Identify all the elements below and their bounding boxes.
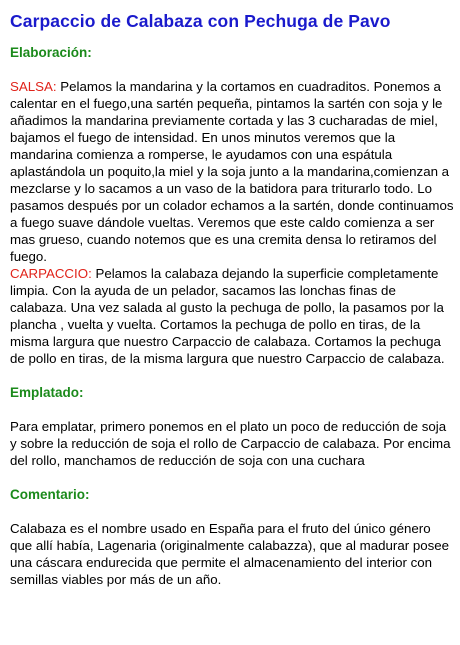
elaboracion-heading: Elaboración:: [10, 45, 92, 60]
emplatado-section: [10, 384, 454, 469]
emplatado-text: Para emplatar, primero ponemos en el plato un poco de reducción de soja y sobre la reducción de soja el rollo de Carpaccio de calabaza. Por encima del rollo, manchamos de reducción de soja con una cuchara: [10, 419, 451, 468]
elaboracion-section: [10, 44, 454, 367]
carpaccio-text: Pelamos la calabaza dejando la superficie completamente limpia. Con la ayuda de un pelador, sacamos las lonchas finas de calabaza. Una vez salada al gusto la pechuga de pollo, la pasamos por la plancha , vuelta y vuelta. Cortamos la pechuga de pollo en tiras, de la misma largura que nuestro Carpaccio de calabaza. Cortamos la pechuga de pollo en tiras, de la misma largura que nuestro Carpaccio de calabaza.: [10, 266, 445, 366]
salsa-label: SALSA:: [10, 79, 57, 94]
carpaccio-label: CARPACCIO:: [10, 266, 92, 281]
comentario-text: Calabaza es el nombre usado en España para el fruto del único género que allí había, Lagenaria (originalmente calabazza), que al madurar posee una cáscara endurecida que permite el almacenamiento del interior con semillas viables por más de un año.: [10, 521, 450, 587]
recipe-title: Carpaccio de Calabaza con Pechuga de Pavo: [10, 11, 391, 31]
comentario-heading: Comentario:: [10, 487, 90, 502]
carpaccio-paragraph: [10, 265, 454, 367]
salsa-text: Pelamos la mandarina y la cortamos en cuadraditos. Ponemos a calentar en el fuego,una sartén pequeña, pintamos la sartén con soja y le añadimos la mandarina previamente cortada y las 3 cucharadas de miel, bajamos el fuego de intensidad. En unos minutos veremos que la mandarina comienza a romperse, le ayudamos con una espátula aplastándola un poquito,la miel y la soja junto a la mandarina,comienzan a mezclarse y lo sacamos a un vaso de la batidora para triturarlo todo. Lo pasamos después por un colador echamos a la sartén, donde continuamos a fuego suave dándole vueltas. Veremos que este caldo comienza a ser mas grueso, cuando notemos que es una cremita densa lo retiramos del fuego.: [10, 79, 454, 264]
comentario-section: [10, 486, 454, 588]
salsa-paragraph: [10, 78, 454, 265]
recipe-page: [10, 10, 454, 588]
emplatado-heading: Emplatado:: [10, 385, 84, 400]
